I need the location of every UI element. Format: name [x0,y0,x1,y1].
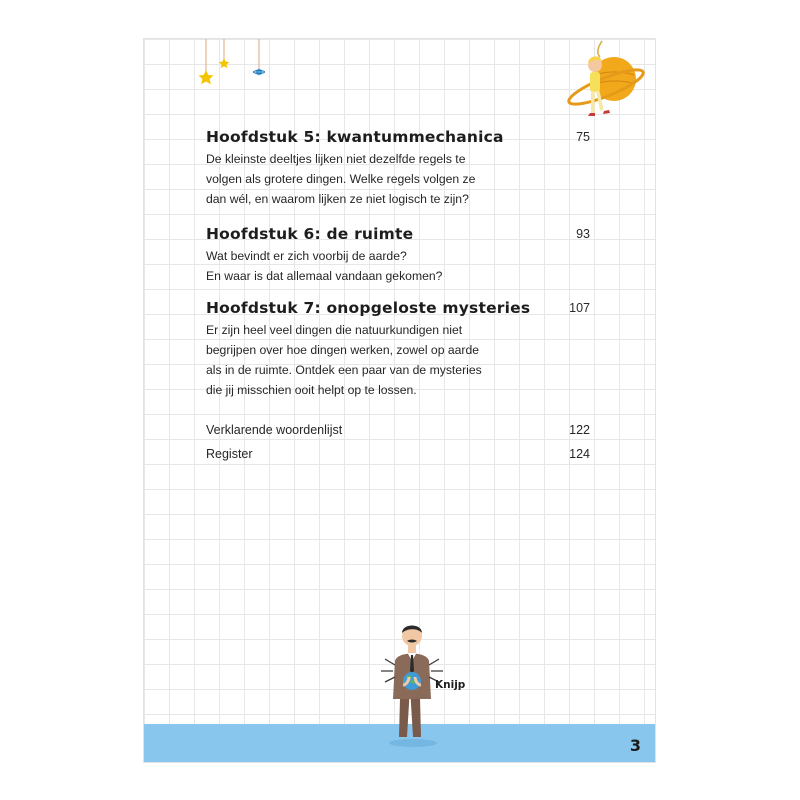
index-page-number: 124 [569,447,590,461]
chapter-page-number: 107 [569,301,590,315]
toc-entry-chapter-6[interactable] [206,224,590,286]
index-page-number: 122 [569,423,590,437]
chapter-page-number: 75 [576,130,590,144]
toc-entry-glossary[interactable] [206,420,590,440]
toc-entry-register[interactable] [206,444,590,464]
index-label: Register [206,447,253,461]
illustration-label: Knijp [435,679,466,691]
child-planet-illustration [562,39,647,131]
chapter-title: Hoofdstuk 6: de ruimte [206,225,414,243]
chapter-description: De kleinste deeltjes lijken niet dezelfde regels te volgen als grotere dingen. Welke regels volgen ze dan wél, en waarom lijken ze niet logisch te zijn? [206,152,476,206]
chapter-description: Wat bevindt er zich voorbij de aarde? En waar is dat allemaal vandaan gekomen? [206,249,443,283]
hanging-stars-icon [192,39,282,91]
chapter-page-number: 93 [576,227,590,241]
page-number: 3 [629,736,641,755]
book-page [143,38,656,763]
index-label: Verklarende woordenlijst [206,423,343,437]
chapter-title: Hoofdstuk 5: kwantummechanica [206,128,504,146]
chapter-description: Er zijn heel veel dingen die natuurkundigen niet begrijpen over hoe dingen werken, zowel op aarde als in de ruimte. Ontdek een paar van de mysteries die jij misschien ooit helpt op te lossen. [206,323,482,397]
toc-entry-chapter-7[interactable] [206,298,590,400]
toc-entry-chapter-5[interactable] [206,127,590,209]
chapter-title: Hoofdstuk 7: onopgeloste mysteries [206,299,531,317]
